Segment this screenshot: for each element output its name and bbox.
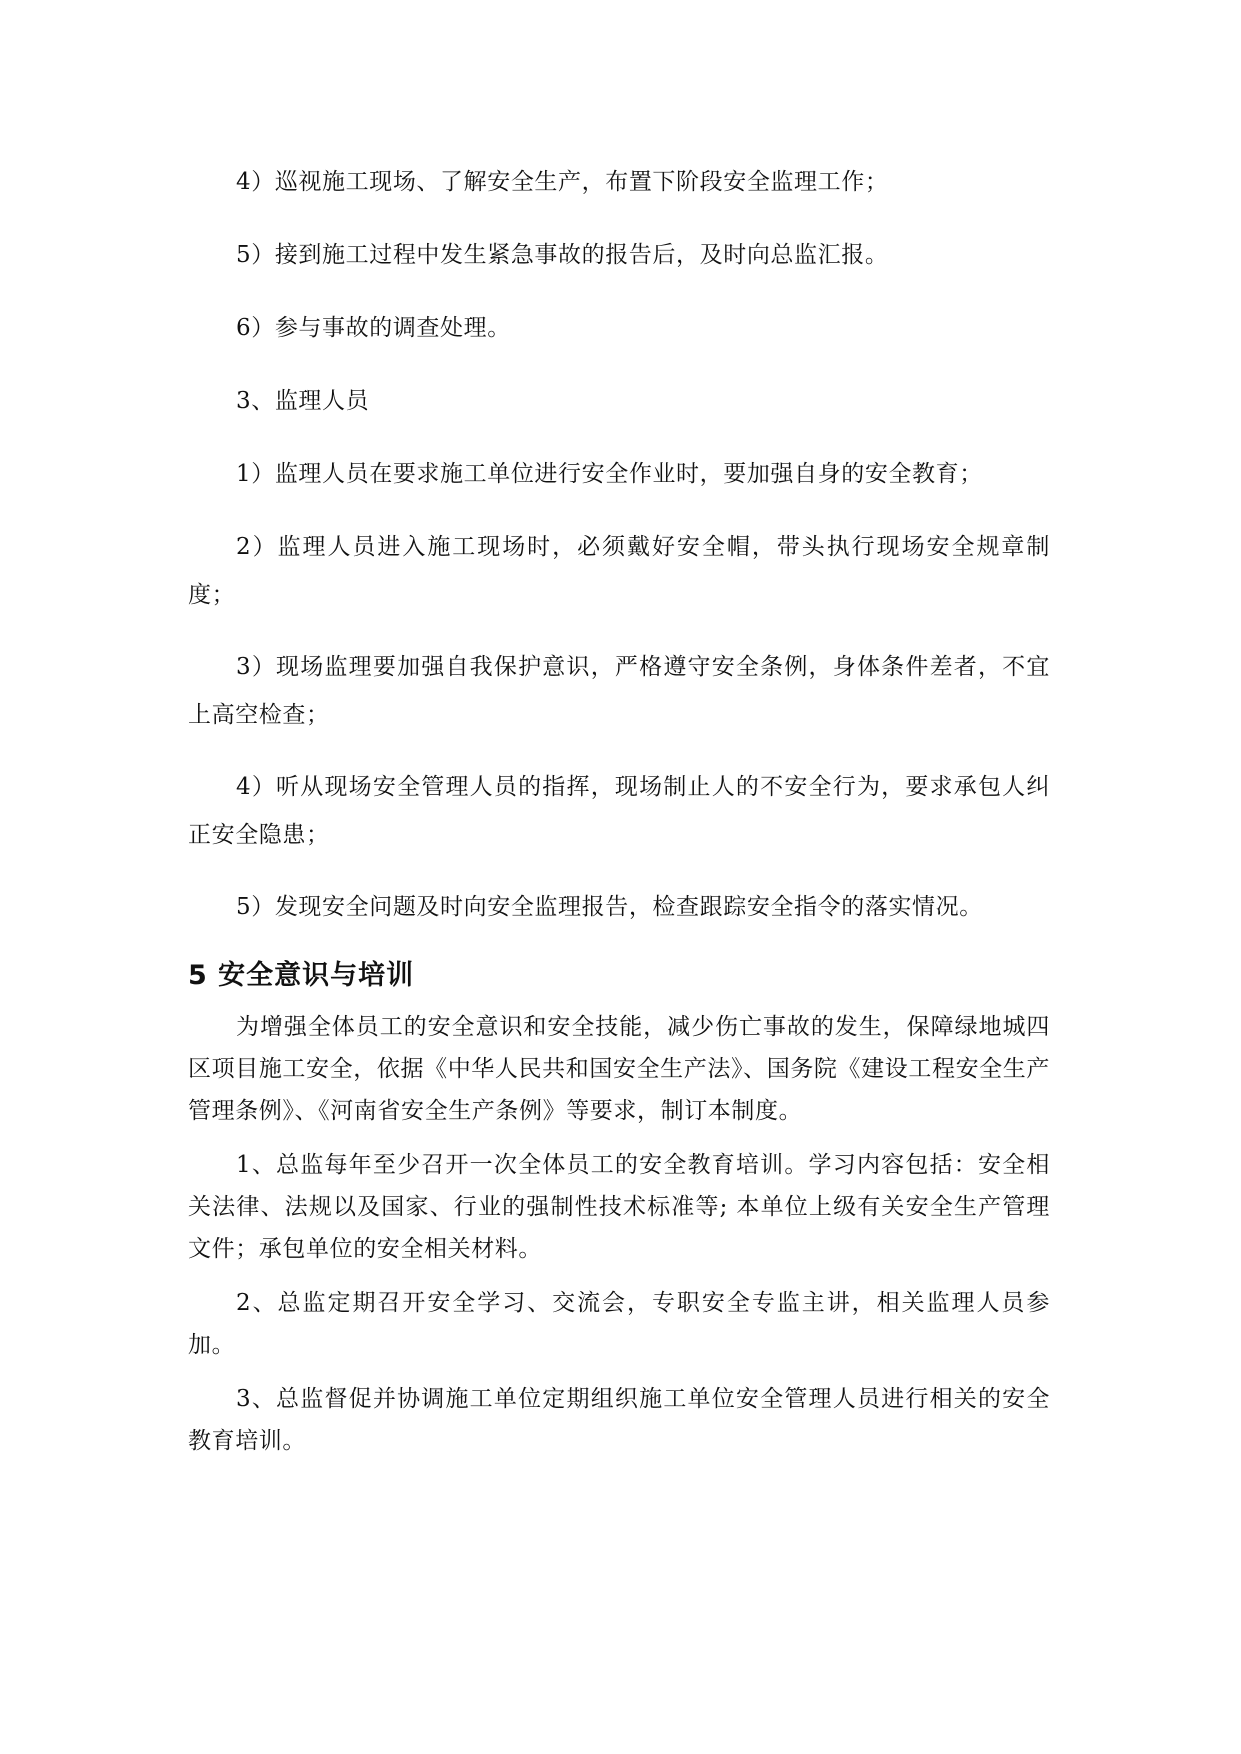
subsection-title: 3、监理人员 bbox=[236, 388, 370, 414]
list-item: 4）巡视施工现场、了解安全生产，布置下阶段安全监理工作； bbox=[236, 169, 889, 195]
list-item: 5）接到施工过程中发生紧急事故的报告后，及时向总监汇报。 bbox=[236, 242, 889, 268]
list-item: 4）听从现场安全管理人员的指挥，现场制止人的不安全行为，要求承包人纠正安全隐患； bbox=[188, 774, 1050, 848]
page-content bbox=[188, 158, 1050, 1462]
list-item: 6）参与事故的调查处理。 bbox=[236, 315, 511, 341]
body-paragraph: 为增强全体员工的安全意识和安全技能，减少伤亡事故的发生，保障绿地城四区项目施工安全，依据《中华人民共和国安全生产法》、国务院《建设工程安全生产管理条例》、《河南省安全生产条例》等要求，制订本制度。 bbox=[188, 1014, 1050, 1124]
list-item: 1）监理人员在要求施工单位进行安全作业时，要加强自身的安全教育； bbox=[236, 461, 983, 487]
list-item: 3）现场监理要加强自我保护意识，严格遵守安全条例，身体条件差者，不宜上高空检查； bbox=[188, 654, 1050, 728]
body-paragraph: 3、总监督促并协调施工单位定期组织施工单位安全管理人员进行相关的安全教育培训。 bbox=[188, 1386, 1050, 1454]
body-paragraph: 2、总监定期召开安全学习、交流会，专职安全专监主讲，相关监理人员参加。 bbox=[188, 1290, 1050, 1358]
body-paragraph: 1、总监每年至少召开一次全体员工的安全教育培训。学习内容包括：安全相关法律、法规以及国家、行业的强制性技术标准等; 本单位上级有关安全生产管理文件；承包单位的安全相关材料。 bbox=[188, 1152, 1050, 1262]
list-item: 5）发现安全问题及时向安全监理报告，检查跟踪安全指令的落实情况。 bbox=[236, 894, 983, 920]
section-heading: 5 安全意识与培训 bbox=[188, 960, 415, 991]
list-item: 2）监理人员进入施工现场时，必须戴好安全帽，带头执行现场安全规章制度； bbox=[188, 534, 1050, 608]
